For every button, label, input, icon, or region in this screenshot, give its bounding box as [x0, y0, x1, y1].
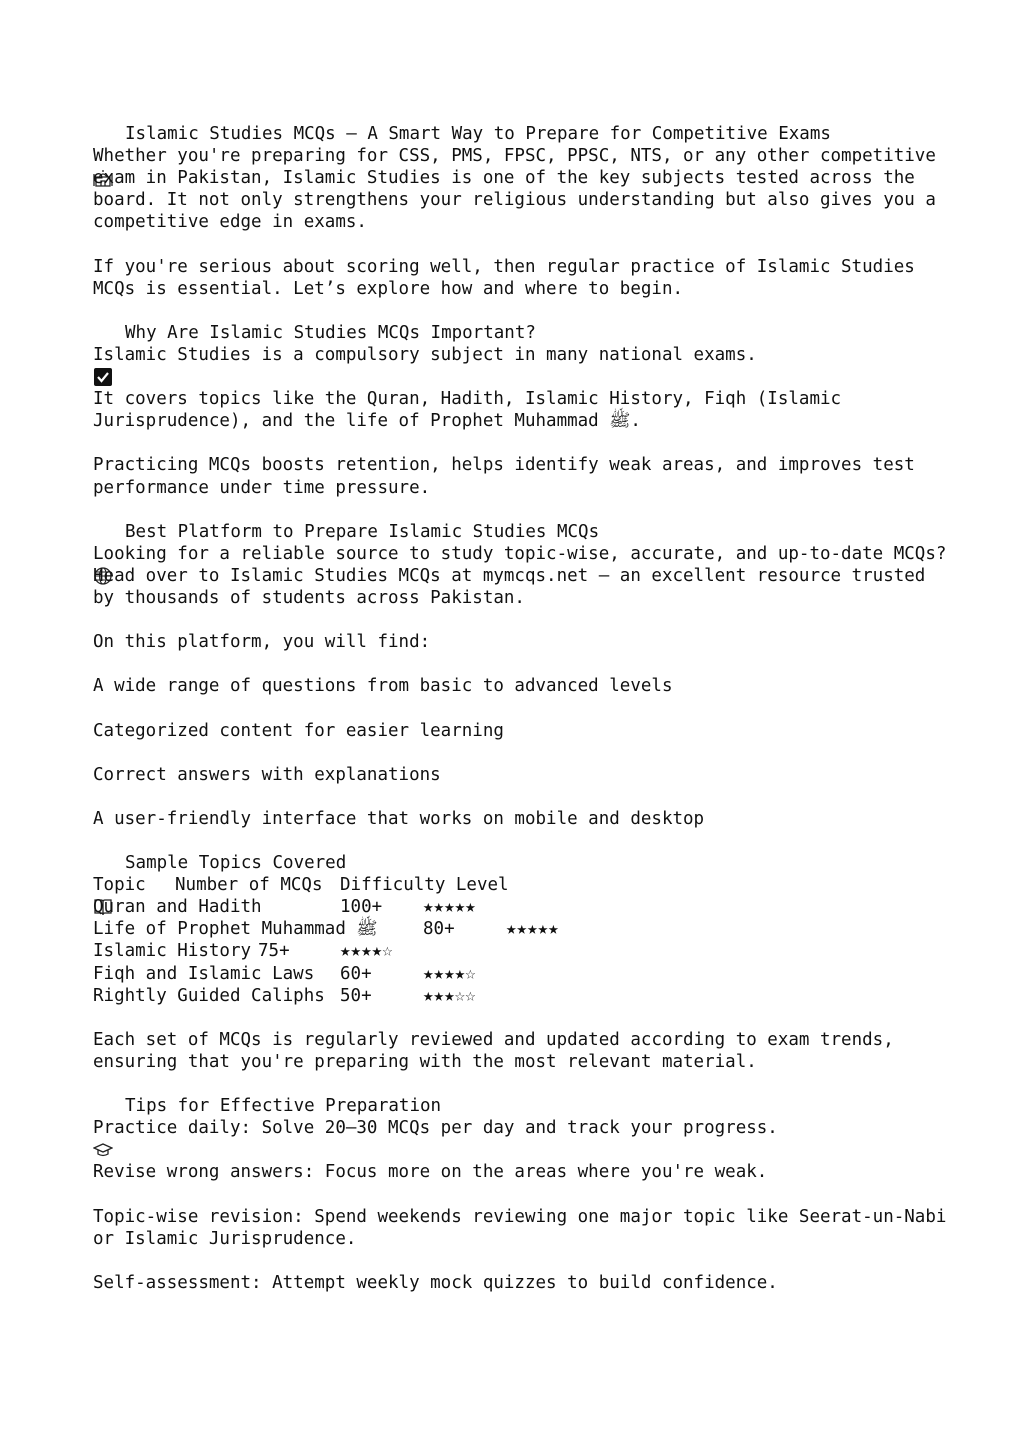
- why-paragraph: Islamic Studies is a compulsory subject in many national exams.: [93, 344, 757, 365]
- level-cell: ★★★★☆: [340, 941, 393, 962]
- check-box-icon: [93, 324, 113, 342]
- column-header-level: Difficulty Level: [340, 875, 509, 896]
- topic-cell: Fiqh and Islamic Laws: [93, 963, 315, 984]
- tips-heading: [93, 1095, 993, 1117]
- why-paragraph: It covers topics like the Quran, Hadith, Islamic History, Fiqh (Islamic: [93, 389, 842, 410]
- topics-heading: [93, 852, 993, 874]
- level-cell: ★★★★★: [506, 919, 559, 940]
- why-paragraph: Jurisprudence), and the life of Prophet Muhammad ﷺ.: [93, 411, 641, 432]
- count-cell: 100+: [340, 897, 383, 918]
- tip-item: Revise wrong answers: Focus more on the areas where you're weak.: [93, 1162, 768, 1183]
- platform-line: Head over to Islamic Studies MCQs at mymcqs.net — an excellent resource trusted: [93, 565, 926, 586]
- platform-title: Best Platform to Prepare Islamic Studies MCQs: [125, 521, 600, 542]
- count-cell: 50+: [340, 985, 372, 1006]
- intro-heading: [93, 123, 993, 145]
- topics-table-header: [93, 874, 993, 896]
- table-row: [93, 963, 993, 985]
- why-heading: [93, 322, 993, 344]
- topic-cell: Rightly Guided Caliphs: [93, 985, 325, 1006]
- level-cell: ★★★★☆: [423, 963, 476, 984]
- table-row: [93, 896, 993, 918]
- why-paragraph: Practicing MCQs boosts retention, helps identify weak areas, and improves test: [93, 455, 915, 476]
- tip-item: Self-assessment: Attempt weekly mock quizzes to build confidence.: [93, 1272, 778, 1293]
- level-cell: ★★★☆☆: [423, 985, 476, 1006]
- tip-item: or Islamic Jurisprudence.: [93, 1228, 357, 1249]
- topic-cell: Islamic History: [93, 941, 252, 962]
- count-cell: 80+: [423, 919, 455, 940]
- mosque-icon: [93, 125, 113, 143]
- topic-cell: Life of Prophet Muhammad ﷺ: [93, 919, 378, 940]
- table-row: [93, 940, 993, 962]
- platform-line: Looking for a reliable source to study topic-wise, accurate, and up-to-date MCQs?: [93, 543, 947, 564]
- platform-line: by thousands of students across Pakistan.: [93, 587, 525, 608]
- intro-title: Islamic Studies MCQs – A Smart Way to Prepare for Competitive Exams: [125, 124, 831, 144]
- intro-line: exam in Pakistan, Islamic Studies is one of the key subjects tested across the: [93, 168, 915, 189]
- count-cell: 75+: [258, 941, 290, 962]
- tips-title: Tips for Effective Preparation: [125, 1096, 442, 1117]
- graduation-cap-icon: [93, 1097, 113, 1115]
- globe-icon: [93, 523, 113, 541]
- column-header-topic: Topic: [93, 875, 146, 896]
- tip-item: Topic-wise revision: Spend weekends reviewing one major topic like Seerat-un-Nabi: [93, 1206, 947, 1227]
- column-header-count: Number of MCQs: [175, 875, 323, 896]
- intro-line: Whether you're preparing for CSS, PMS, FPSC, PPSC, NTS, or any other competitive: [93, 146, 936, 167]
- why-paragraph: performance under time pressure.: [93, 477, 431, 498]
- why-title: Why Are Islamic Studies MCQs Important?: [125, 322, 536, 343]
- intro-para2-line: If you're serious about scoring well, then regular practice of Islamic Studies: [93, 256, 915, 277]
- table-row: [93, 918, 993, 940]
- topics-after-line: ensuring that you're preparing with the most relevant material.: [93, 1051, 757, 1072]
- topics-after-line: Each set of MCQs is regularly reviewed and updated according to exam trends,: [93, 1029, 894, 1050]
- feature-item: Correct answers with explanations: [93, 764, 441, 785]
- level-cell: ★★★★★: [423, 897, 476, 918]
- intro-line: board. It not only strengthens your religious understanding but also gives you a: [93, 190, 936, 211]
- intro-line: competitive edge in exams.: [93, 212, 367, 233]
- table-row: [93, 985, 993, 1007]
- open-book-icon: [93, 854, 113, 872]
- topic-cell: Quran and Hadith: [93, 897, 262, 918]
- tip-item: Practice daily: Solve 20–30 MCQs per day and track your progress.: [93, 1118, 778, 1139]
- platform-heading: [93, 521, 993, 543]
- intro-para2-line: MCQs is essential. Let’s explore how and where to begin.: [93, 278, 684, 299]
- feature-item: Categorized content for easier learning: [93, 720, 504, 741]
- feature-item: A wide range of questions from basic to advanced levels: [93, 676, 673, 697]
- topics-title: Sample Topics Covered: [125, 853, 347, 874]
- document-body: [93, 123, 993, 1294]
- feature-item: A user-friendly interface that works on mobile and desktop: [93, 808, 705, 829]
- count-cell: 60+: [340, 963, 372, 984]
- platform-find: On this platform, you will find:: [93, 632, 431, 653]
